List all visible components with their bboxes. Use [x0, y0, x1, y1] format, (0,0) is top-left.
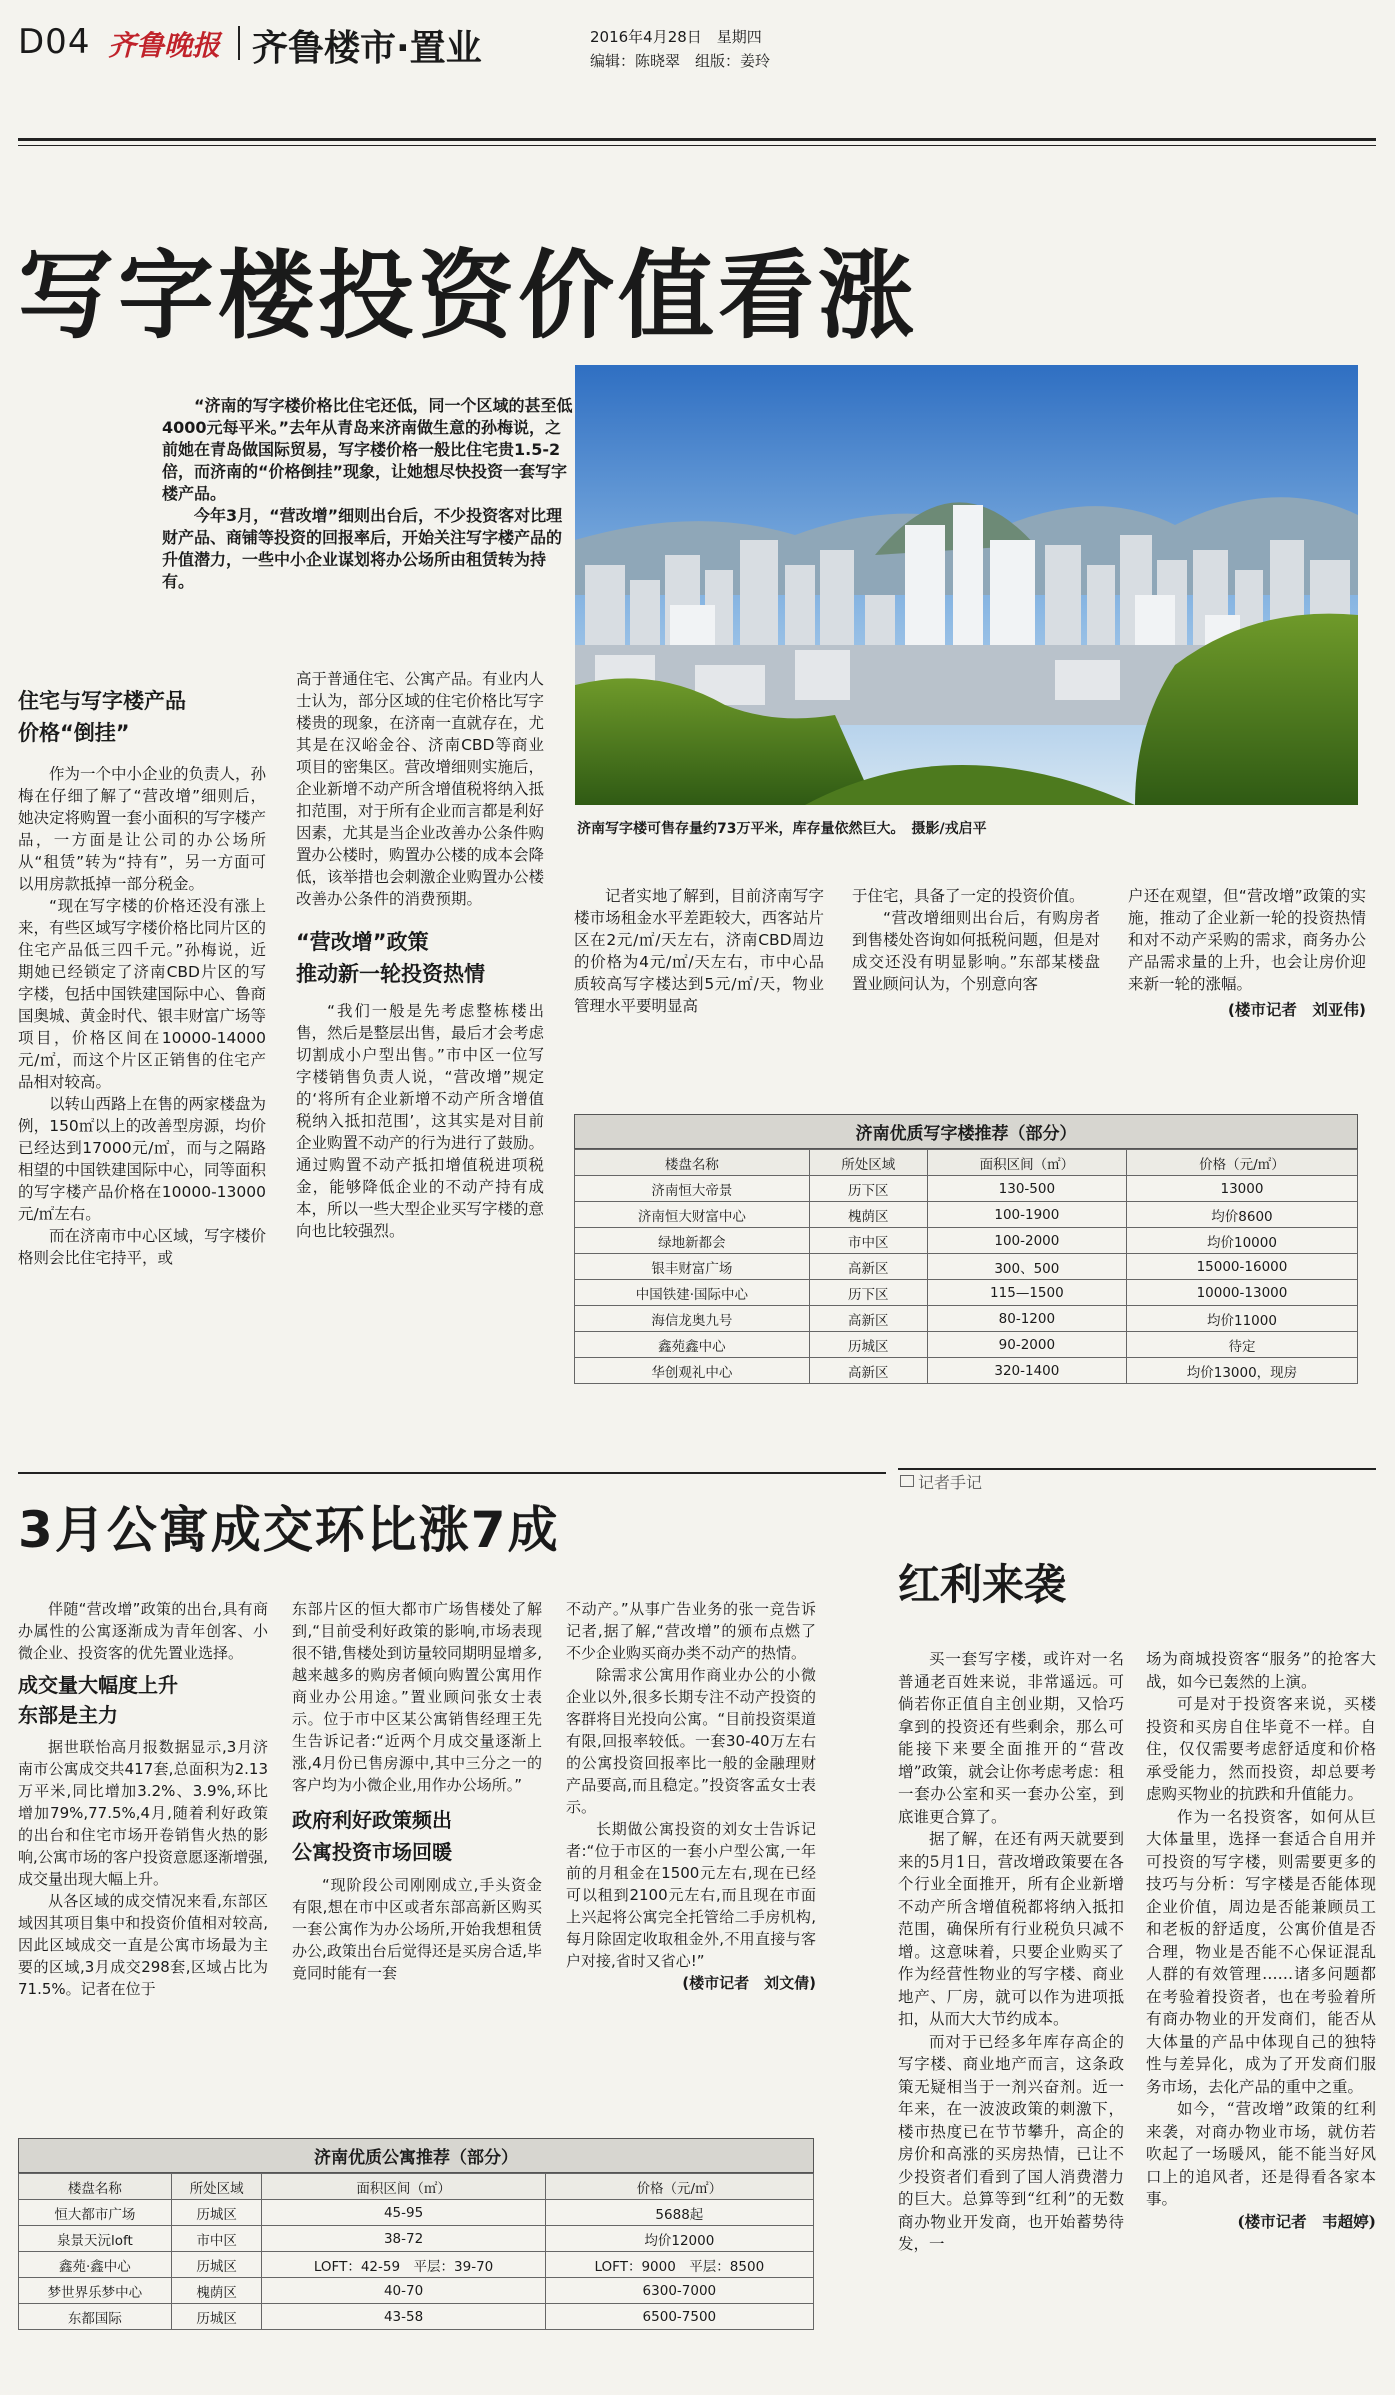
table-cell: 100-1900: [927, 1202, 1126, 1228]
table-cell: 均价10000: [1126, 1228, 1357, 1254]
byline: (楼市记者 刘文倩): [682, 1974, 816, 1992]
table-row: [575, 1358, 1358, 1384]
table-cell: 43-58: [262, 2304, 545, 2330]
article1-column-3: [574, 885, 824, 1017]
table-cell: 济南恒大帝景: [575, 1176, 810, 1202]
paragraph: 据世联怡高月报数据显示,3月济南市公寓成交共417套,总面积为2.13万平米,同比增加3.2%、3.9%,环比增加79%,77.5%,4月,随着利好政策的出台和住宅市场开卷销售火热的影响,公寓市场的客户投资意愿逐渐增强,成交量出现大幅上升。: [18, 1738, 268, 1888]
table-cell: 10000-13000: [1126, 1280, 1357, 1306]
column-header: 楼盘名称: [575, 1150, 810, 1176]
table-cell: 梦世界乐梦中心: [19, 2278, 172, 2304]
paragraph: 不动产。”从事广告业务的张一竞告诉记者,据了解,“营改增”的颁布点燃了不少企业购买商办类不动产的热情。: [566, 1600, 816, 1662]
table-cell: 槐荫区: [171, 2278, 262, 2304]
skyline-illustration: [575, 365, 1358, 805]
table-cell: 市中区: [809, 1228, 927, 1254]
paragraph: 于住宅，具备了一定的投资价值。: [852, 887, 1085, 905]
table-cell: 115—1500: [927, 1280, 1126, 1306]
paragraph: 记者实地了解到，目前济南写字楼市场租金水平差距较大，西客站片区在2元/㎡/天左右，济南CBD周边的价格为4元/㎡/天左右，市中心品质较高写字楼达到5元/㎡/天，物业管理水平要明显高: [574, 887, 824, 1015]
table-cell: 13000: [1126, 1176, 1357, 1202]
paragraph: 高于普通住宅、公寓产品。有业内人士认为，部分区域的住宅价格比写字楼贵的现象，在济南一直就存在，尤其是在汉峪金谷、济南CBD等商业项目的密集区。营改增细则实施后，企业新增不动产所含增值税将纳入抵扣范围，对于所有企业而言都是利好因素，尤其是当企业改善办公条件购置办公楼时，购置办公楼的成本会降低，该举措也会刺激企业购置办公楼改善办公条件的消费预期。: [296, 670, 545, 908]
paragraph: 据了解，在还有两天就要到来的5月1日，营改增政策要在各个行业全面推开，所有企业新增不动产所含增值税都将纳入抵扣范围，确保所有行业税负只减不增。这意味着，只要企业购买了作为经营性物业的写字楼、商业地产、厂房，就可以作为进项抵扣，从而大大节约成本。: [898, 1830, 1124, 2028]
column-header: 面积区间（㎡）: [262, 2174, 545, 2200]
newspaper-logo: 齐鲁晚报: [108, 29, 221, 62]
table-cell: 320-1400: [927, 1358, 1126, 1384]
subheading: [296, 926, 544, 990]
section-title: 齐鲁楼市·置业: [252, 28, 482, 69]
paragraph: 而对于已经多年库存高企的写字楼、商业地产而言，这条政策无疑相当于一剂兴奋剂。近一年来，在一波波政策的刺激下，楼市热度已在节节攀升，高企的房价和高涨的买房热情，已让不少投资者们看到了国人消费潜力的巨大。总算等到“红利”的无数商办物业开发商，也开始蓄势待发，一: [898, 2032, 1124, 2253]
table-cell: 130-500: [927, 1176, 1126, 1202]
table-cell: 绿地新都会: [575, 1228, 810, 1254]
paragraph: 长期做公寓投资的刘女士告诉记者:“位于市区的一套小户型公寓,一年前的月租金在1500元左右,现在已经可以租到2100元左右,而且现在市面上兴起将公寓完全托管给二手房机构,每月除固定收取租金外,不用直接与客户对接,省时又省心!”: [566, 1820, 816, 1970]
table-cell: 历城区: [171, 2200, 262, 2226]
article2-column-1: [18, 1598, 268, 2000]
table-cell: 槐荫区: [809, 1202, 927, 1228]
subheading-line: 价格“倒挂”: [18, 721, 130, 745]
top-rule: [18, 138, 1376, 141]
table-row: [575, 1332, 1358, 1358]
table-cell: 100-2000: [927, 1228, 1126, 1254]
subheading-line: 推动新一轮投资热情: [296, 962, 485, 986]
table-cell: 均价8600: [1126, 1202, 1357, 1228]
city-skyline-photo: [575, 365, 1358, 805]
table-row: [575, 1306, 1358, 1332]
masthead-divider: [238, 26, 240, 60]
table-cell: 6300-7000: [545, 2278, 813, 2304]
table-cell: 历城区: [171, 2252, 262, 2278]
table-cell: LOFT：9000 平层：8500: [545, 2252, 813, 2278]
table-row: [19, 2200, 814, 2226]
paragraph: 户还在观望，但“营改增”政策的实施，推动了企业新一轮的投资热情和对不动产采购的需求，商务办公产品需求量的上升，也会让房价迎来新一轮的涨幅。: [1128, 887, 1366, 993]
table-cell: 80-1200: [927, 1306, 1126, 1332]
office-table-block: [574, 1114, 1358, 1384]
table-row: [19, 2278, 814, 2304]
byline: (楼市记者 韦超婷): [1237, 2211, 1376, 2231]
paragraph: “营改增细则出台后，有购房者到售楼处咨询如何抵税问题，但是对成交还没有明显影响。”东部某楼盘置业顾问认为，个别意向客: [852, 909, 1101, 993]
table-cell: 300、500: [927, 1254, 1126, 1280]
table-row: [19, 2226, 814, 2252]
table-cell: 待定: [1126, 1332, 1357, 1358]
notes-column-2: [1146, 1648, 1376, 2233]
paragraph: “现在写字楼的价格还没有涨上来，有些区域写字楼价格比同片区的住宅产品低三四千元。”孙梅说，近期她已经锁定了济南CBD片区的写字楼，包括中国铁建国际中心、鲁商国奥城、黄金时代、银丰财富广场等项目，价格区间在10000-14000元/㎡，而这个片区正销售的住宅产品相对较高。: [18, 897, 267, 1091]
subheading-line: 公寓投资市场回暖: [292, 1840, 452, 1864]
table-cell: 银丰财富广场: [575, 1254, 810, 1280]
article1-column-1: [18, 685, 266, 1269]
paragraph: 作为一个中小企业的负责人，孙梅在仔细了解了“营改增”细则后，她决定将购置一套小面积的写字楼产品，一方面是让公司的办公场所从“租赁”转为“持有”，另一方面可以用房款抵掉一部分税金。: [18, 765, 267, 893]
table-cell: 恒大都市广场: [19, 2200, 172, 2226]
subheading-line: “营改增”政策: [296, 930, 429, 954]
table-header-row: [575, 1150, 1358, 1176]
table-row: [575, 1254, 1358, 1280]
issue-date: 2016年4月28日 星期四: [590, 28, 762, 46]
table-cell: 高新区: [809, 1254, 927, 1280]
lead-paragraph: “济南的写字楼价格比住宅还低，同一个区域的甚至低4000元每平米。”去年从青岛来济南做生意的孙梅说，之前她在青岛做国际贸易，写字楼价格一般比住宅贵1.5-2倍，而济南的“价格倒挂”现象，让她想尽快投资一套写字楼产品。: [162, 396, 573, 503]
table-row: [575, 1202, 1358, 1228]
table-title: 济南优质写字楼推荐（部分）: [574, 1114, 1358, 1149]
photo-caption: 济南写字楼可售存量约73万平米，库存量依然巨大。 摄影/戎启平: [577, 821, 987, 837]
table-header-row: [19, 2174, 814, 2200]
table-cell: 市中区: [171, 2226, 262, 2252]
table-cell: 均价11000: [1126, 1306, 1357, 1332]
byline: (楼市记者 刘亚伟): [1227, 1001, 1366, 1019]
table-row: [575, 1228, 1358, 1254]
section-rule: [18, 1472, 886, 1474]
subheading-line: 成交量大幅度上升: [18, 1673, 178, 1697]
table-row: [19, 2252, 814, 2278]
table-cell: 华创观礼中心: [575, 1358, 810, 1384]
article2-headline: 3月公寓成交环比涨7成: [18, 1501, 560, 1559]
subheading-line: 东部是主力: [18, 1703, 118, 1727]
apartment-table-block: [18, 2138, 814, 2330]
lead-paragraph: 今年3月，“营改增”细则出台后，不少投资客对比理财产品、商铺等投资的回报率后，开始关注写字楼产品的升值潜力，一些中小企业谋划将办公场所由租赁转为持有。: [162, 506, 563, 591]
table-cell: 历城区: [171, 2304, 262, 2330]
column-header: 所处区域: [809, 1150, 927, 1176]
subheading-line: 政府利好政策频出: [292, 1808, 452, 1832]
paragraph: 东部片区的恒大都市广场售楼处了解到,“目前受利好政策的影响,市场表现很不错,售楼处到访量较同期明显增多,越来越多的购房者倾向购置公寓用作商业办公用途。”置业顾问张女士表示。位于市中区某公寓销售经理王先生告诉记者:“近两个月成交量逐渐上涨,4月份已售房源中,其中三分之一的客户均为小微企业,用作办公场所。”: [292, 1600, 542, 1794]
article1-column-4: [852, 885, 1100, 995]
notes-label: [898, 1468, 1376, 1490]
article1-column-5: [1128, 885, 1366, 1021]
paragraph: 从各区域的成交情况来看,东部区域因其项目集中和投资价值相对较高,因此区域成交一直是公寓市场最为主要的区域,3月成交298套,区域占比为71.5%。记者在位于: [18, 1892, 268, 1998]
notebook-icon: [900, 1475, 914, 1487]
table-cell: 38-72: [262, 2226, 545, 2252]
top-rule-thin: [18, 145, 1376, 146]
subheading: [18, 685, 266, 749]
paragraph: “现阶段公司刚刚成立,手头资金有限,想在市中区或者东部高新区购买一套公寓作为办公场所,开始我想租赁办公,政策出台后觉得还是买房合适,毕竟同时能有一套: [292, 1876, 542, 1982]
office-table: [574, 1149, 1358, 1384]
table-cell: 45-95: [262, 2200, 545, 2226]
paragraph: 除需求公寓用作商业办公的小微企业以外,很多长期专注不动产投资的客群将目光投向公寓。“目前投资渠道有限,回报率较低。一套30-40万左右的公寓投资回报率比一般的金融理财产品要高,而且稳定。”投资客孟女士表示。: [566, 1666, 816, 1816]
table-cell: 6500-7500: [545, 2304, 813, 2330]
table-cell: 15000-16000: [1126, 1254, 1357, 1280]
table-cell: 东都国际: [19, 2304, 172, 2330]
table-cell: 高新区: [809, 1306, 927, 1332]
column-header: 价格（元/㎡）: [1126, 1150, 1357, 1176]
page-number: D04: [18, 22, 91, 62]
article1-headline: 写字楼投资价值看涨: [18, 240, 918, 352]
paragraph: 可是对于投资客来说，买楼投资和买房自住毕竟不一样。自住，仅仅需要考虑舒适度和价格承受能力，然而投资，却总要考虑购买物业的抗跌和升值能力。: [1146, 1695, 1376, 1803]
article2-column-3: [566, 1598, 816, 1994]
column-header: 价格（元/㎡）: [545, 2174, 813, 2200]
subheading: [18, 1670, 268, 1730]
paragraph: 场为商城投资客“服务”的抢客大战，如今已轰然的上演。: [1146, 1650, 1376, 1691]
table-cell: 90-2000: [927, 1332, 1126, 1358]
table-row: [575, 1280, 1358, 1306]
table-cell: 40-70: [262, 2278, 545, 2304]
table-cell: LOFT：42-59 平层：39-70: [262, 2252, 545, 2278]
column-header: 面积区间（㎡）: [927, 1150, 1126, 1176]
table-cell: 泉景天沅loft: [19, 2226, 172, 2252]
table-cell: 历下区: [809, 1280, 927, 1306]
table-cell: 历下区: [809, 1176, 927, 1202]
subheading-line: 住宅与写字楼产品: [18, 689, 186, 713]
table-cell: 均价12000: [545, 2226, 813, 2252]
notes-column-1: [898, 1648, 1124, 2256]
article2-column-2: [292, 1598, 542, 1984]
editor-credits: 编辑：陈晓翠 组版：姜玲: [590, 52, 771, 70]
table-cell: 鑫苑·鑫中心: [19, 2252, 172, 2278]
apartment-table: [18, 2173, 814, 2330]
table-cell: 5688起: [545, 2200, 813, 2226]
table-title: 济南优质公寓推荐（部分）: [18, 2138, 814, 2173]
paragraph: 作为一名投资客，如何从巨大体量里，选择一套适合自用并可投资的写字楼，则需要更多的技巧与分析：写字楼是否能体现企业价值，周边是否能兼顾员工和老板的舒适度，公寓价值是否合理，物业是否能不心保证混乱人群的有效管理……诸多问题都在考验着投资者，也在考验着所有商办物业的开发商们，能否从大体量的产品中体现自己的独特性与差异化，成为了开发商们服务市场，去化产品的重中之重。: [1146, 1807, 1376, 2096]
subheading: [292, 1804, 542, 1868]
table-row: [19, 2304, 814, 2330]
paragraph: 伴随“营改增”政策的出台,具有商办属性的公寓逐渐成为青年创客、小微企业、投资客的优先置业选择。: [18, 1600, 268, 1662]
column-header: 楼盘名称: [19, 2174, 172, 2200]
article1-column-2: [296, 668, 544, 1242]
table-cell: 中国铁建·国际中心: [575, 1280, 810, 1306]
column-header: 所处区域: [171, 2174, 262, 2200]
paragraph: 如今，“营改增”政策的红利来袭，对商办物业市场，就仿若吹起了一场暖风，能不能当好风口上的追风者，还是得看各家本事。: [1146, 2100, 1376, 2208]
notes-headline: 红利来袭: [898, 1560, 1067, 1609]
table-row: [575, 1176, 1358, 1202]
paragraph: 以转山西路上在售的两家楼盘为例，150㎡以上的改善型房源，均价已经达到17000元/㎡，而与之隔路相望的中国铁建国际中心，同等面积的写字楼产品价格在10000-13000元/㎡左右。: [18, 1095, 267, 1223]
paragraph: 买一套写字楼，或许对一名普通老百姓来说，非常遥远。可倘若你正值自主创业期，又恰巧拿到的投资还有些剩余，那么可能接下来要全面推开的“营改增”政策，就会让你考虑考虑：租一套办公室和买一套办公室，到底谁更合算了。: [898, 1650, 1124, 1826]
paragraph: 而在济南市中心区域，写字楼价格则会比住宅持平，或: [18, 1227, 267, 1267]
table-cell: 高新区: [809, 1358, 927, 1384]
notes-label-text: 记者手记: [918, 1473, 983, 1492]
table-cell: 均价13000，现房: [1126, 1358, 1357, 1384]
paragraph: “我们一般是先考虑整栋楼出售，然后是整层出售，最后才会考虑切割成小户型出售。”市中区一位写字楼销售负责人说，“营改增”规定的‘将所有企业新增不动产所含增值税纳入抵扣范围’，这其实是对目前企业购置不动产的行为进行了鼓励。通过购置不动产抵扣增值税进项税金，能够降低企业的不动产持有成本，所以一些大型企业买写字楼的意向也比较强烈。: [296, 1002, 545, 1240]
table-cell: 历城区: [809, 1332, 927, 1358]
table-cell: 海信龙奥九号: [575, 1306, 810, 1332]
table-cell: 济南恒大财富中心: [575, 1202, 810, 1228]
table-cell: 鑫苑鑫中心: [575, 1332, 810, 1358]
article1-lead: [162, 395, 574, 593]
